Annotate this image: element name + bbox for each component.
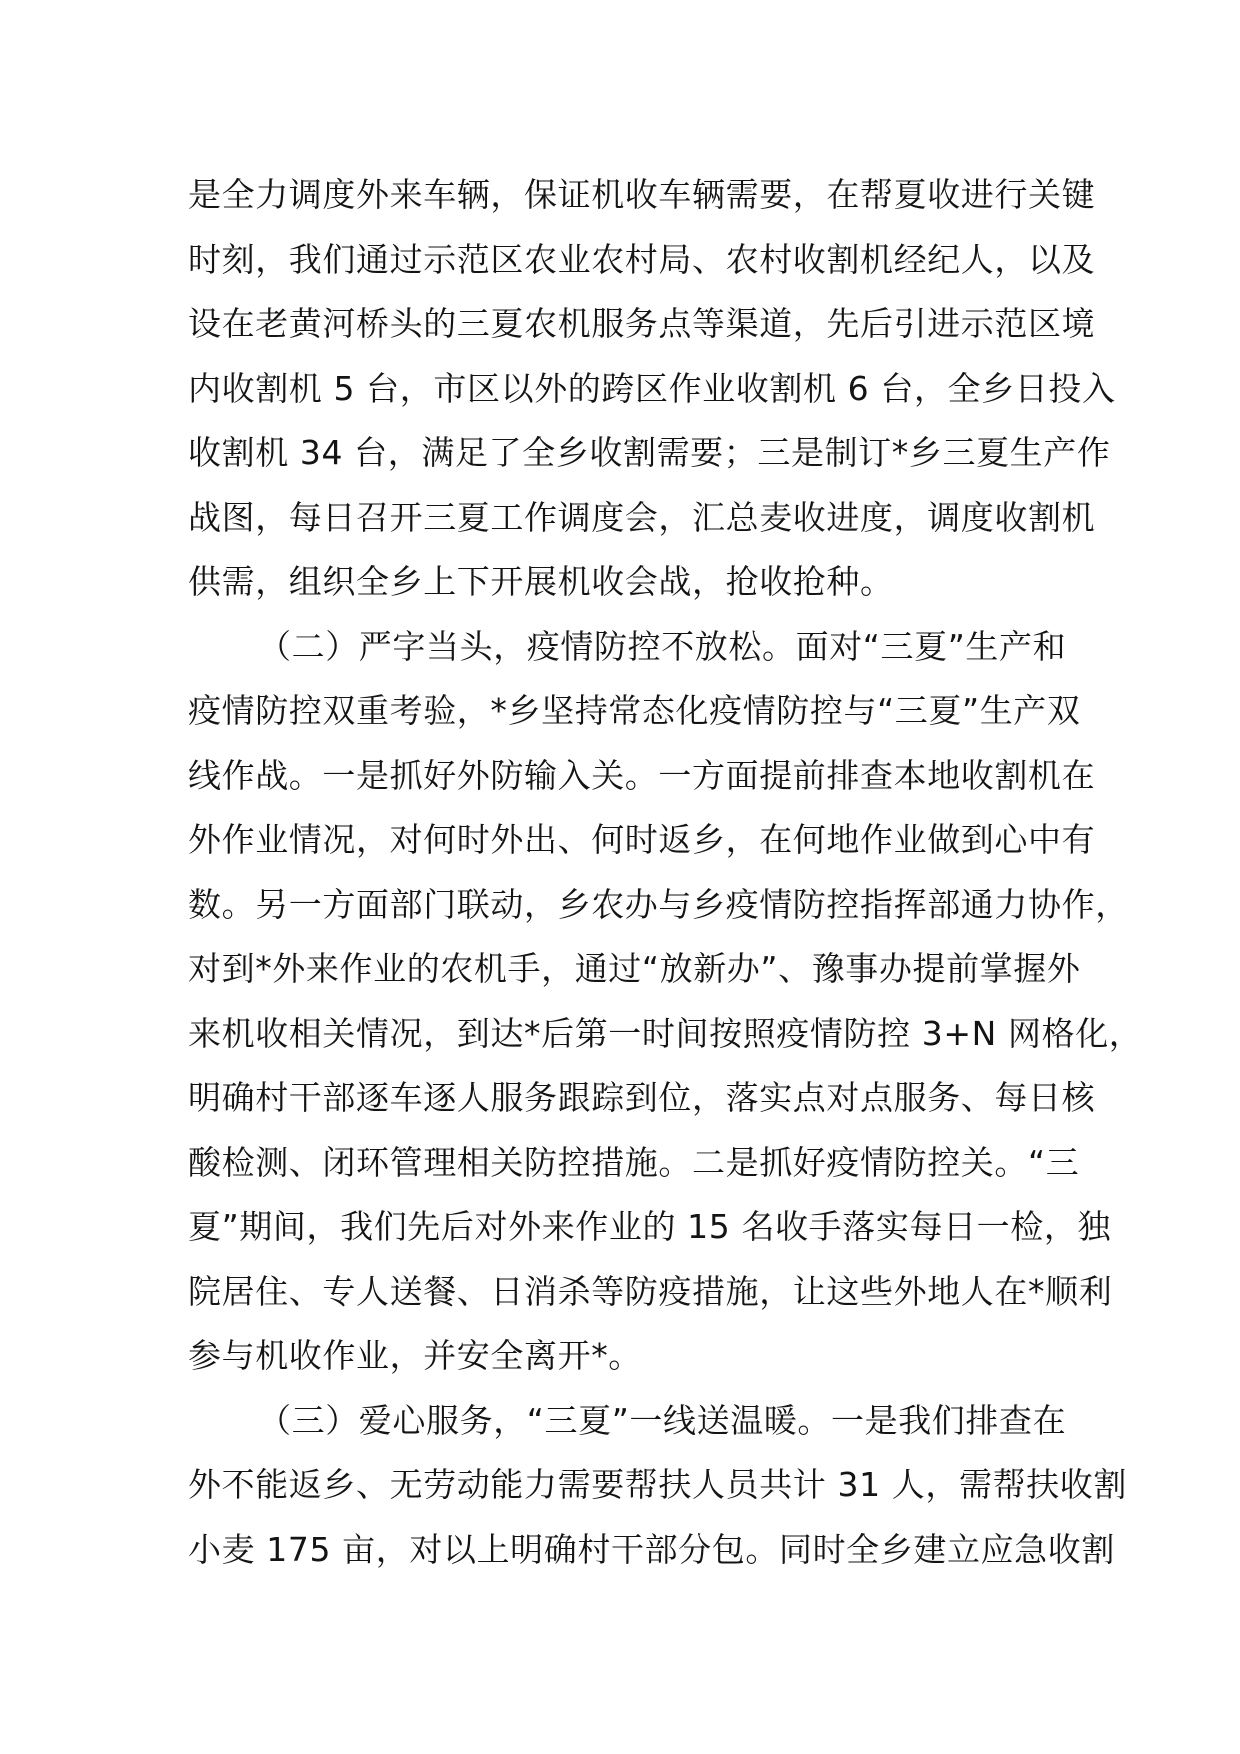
text-line: 参与机收作业，并安全离开*。 — [188, 1336, 642, 1375]
text-line: 是全力调度外来车辆，保证机收车辆需要，在帮夏收进行关键 — [188, 175, 1096, 214]
text-line: 战图，每日召开三夏工作调度会，汇总麦收进度，调度收割机 — [188, 497, 1096, 537]
text-line: 供需，组织全乡上下开展机收会战，抢收抢种。 — [188, 562, 894, 601]
text-line: 外作业情况，对何时外出、何时返乡，在何地作业做到心中有 — [188, 820, 1096, 859]
text-line: 院居住、专人送餐、日消杀等防疫措施，让这些外地人在*顺利 — [188, 1271, 1113, 1311]
text-line: 设在老黄河桥头的三夏农机服务点等渠道，先后引进示范区境 — [188, 304, 1096, 343]
text-line: 线作战。一是抓好外防输入关。一方面提前排查本地收割机在 — [188, 755, 1096, 795]
text-line: 酸检测、闭环管理相关防控措施。二是抓好疫情防控关。“三 — [188, 1142, 1080, 1182]
text-line: 小麦 175 亩，对以上明确村干部分包。同时全乡建立应急收割 — [188, 1529, 1115, 1569]
text-line: 明确村干部逐车逐人服务跟踪到位，落实点对点服务、每日核 — [188, 1078, 1096, 1117]
text-line: 内收割机 5 台，市区以外的跨区作业收割机 6 台，全乡日投入 — [188, 368, 1116, 408]
text-line: 外不能返乡、无劳动能力需要帮扶人员共计 31 人，需帮扶收割 — [188, 1465, 1127, 1504]
text-line: 时刻，我们通过示范区农业农村局、农村收割机经纪人，以及 — [188, 239, 1096, 279]
text-line: 来机收相关情况，到达*后第一时间按照疫情防控 3+N 网格化， — [188, 1013, 1143, 1053]
section-heading-line: （二）严字当头，疫情防控不放松。面对“三夏”生产和 — [258, 626, 1067, 666]
text-line: 收割机 34 台，满足了全乡收割需要；三是制订*乡三夏生产作 — [188, 433, 1111, 472]
text-line: 夏”期间，我们先后对外来作业的 15 名收手落实每日一检，独 — [188, 1207, 1112, 1246]
body-text — [188, 163, 1143, 1582]
section-heading-line: （三）爱心服务，“三夏”一线送温暖。一是我们排查在 — [258, 1400, 1067, 1440]
text-line: 数。另一方面部门联动，乡农办与乡疫情防控指挥部通力协作， — [188, 884, 1129, 924]
text-line: 对到*外来作业的农机手，通过“放新办”、豫事办提前掌握外 — [188, 949, 1081, 988]
text-line: 疫情防控双重考验，*乡坚持常态化疫情防控与“三夏”生产双 — [188, 691, 1081, 730]
